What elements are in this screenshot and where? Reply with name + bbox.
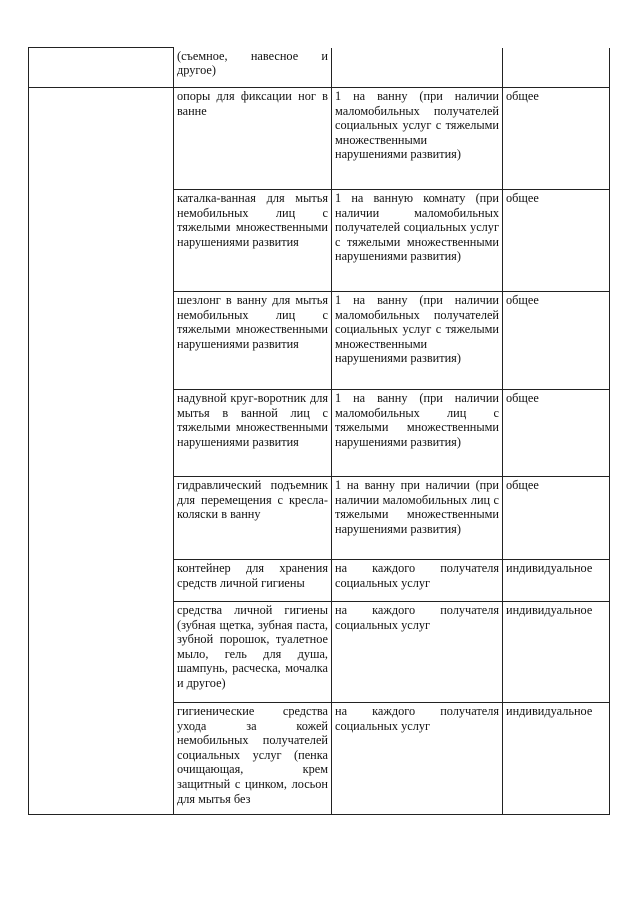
norm-cell: на каждого получателя социальных услуг xyxy=(332,560,503,602)
section-cell xyxy=(29,190,174,292)
table-row xyxy=(29,602,610,703)
item-name-cell: (съемное, навесное и другое) xyxy=(174,48,332,88)
item-name-cell: шезлонг в ванну для мытья немобильных лиц с тяжелыми множественными нарушениями развития xyxy=(174,292,332,390)
item-name-cell: средства личной гигиены (зубная щетка, зубная паста, зубной порошок, туалетное мыло, гель для душа, шампунь, расческа, мочалка и другое) xyxy=(174,602,332,703)
type-cell: индивидуальное xyxy=(503,602,610,703)
type-cell: общее xyxy=(503,390,610,477)
item-name-cell: гигиенические средства ухода за кожей немобильных получателей социальных услуг (пенка очищающая, крем защитный с цинком, лосьон для мытья без xyxy=(174,703,332,815)
section-cell xyxy=(29,48,174,88)
item-name-cell: гидравлический подъемник для перемещения с кресла-коляски в ванну xyxy=(174,477,332,560)
section-cell xyxy=(29,560,174,602)
table-row xyxy=(29,292,610,390)
equipment-table xyxy=(28,47,610,815)
section-cell xyxy=(29,88,174,190)
type-cell: общее xyxy=(503,88,610,190)
item-name-cell: надувной круг-воротник для мытья в ванной лиц с тяжелыми множественными нарушениями развития xyxy=(174,390,332,477)
table-row xyxy=(29,560,610,602)
type-cell: индивидуальное xyxy=(503,560,610,602)
item-name-cell: опоры для фиксации ног в ванне xyxy=(174,88,332,190)
type-cell xyxy=(503,48,610,88)
section-cell xyxy=(29,602,174,703)
table-row xyxy=(29,190,610,292)
norm-cell: на каждого получателя социальных услуг xyxy=(332,703,503,815)
item-name-cell: каталка-ванная для мытья немобильных лиц с тяжелыми множественными нарушениями развития xyxy=(174,190,332,292)
table-row xyxy=(29,477,610,560)
norm-cell: на каждого получателя социальных услуг xyxy=(332,602,503,703)
table-row xyxy=(29,390,610,477)
type-cell: общее xyxy=(503,190,610,292)
table-row xyxy=(29,48,610,88)
table-row xyxy=(29,88,610,190)
section-cell xyxy=(29,292,174,390)
norm-cell xyxy=(332,48,503,88)
type-cell: общее xyxy=(503,292,610,390)
norm-cell: 1 на ванну (при наличии маломобильных лиц с тяжелыми множественными нарушениями развития) xyxy=(332,390,503,477)
section-cell xyxy=(29,477,174,560)
type-cell: индивидуальное xyxy=(503,703,610,815)
item-name-cell: контейнер для хранения средств личной гигиены xyxy=(174,560,332,602)
section-cell xyxy=(29,703,174,815)
norm-cell: 1 на ванну при наличии (при наличии маломобильных лиц с тяжелыми множественными нарушениями развития) xyxy=(332,477,503,560)
type-cell: общее xyxy=(503,477,610,560)
section-cell xyxy=(29,390,174,477)
table-row xyxy=(29,703,610,815)
norm-cell: 1 на ванную комнату (при наличии маломобильных получателей социальных услуг с тяжелыми множественными нарушениями развития) xyxy=(332,190,503,292)
norm-cell: 1 на ванну (при наличии маломобильных получателей социальных услуг с тяжелыми множественными нарушениями развития) xyxy=(332,88,503,190)
norm-cell: 1 на ванну (при наличии маломобильных получателей социальных услуг с тяжелыми множественными нарушениями развития) xyxy=(332,292,503,390)
